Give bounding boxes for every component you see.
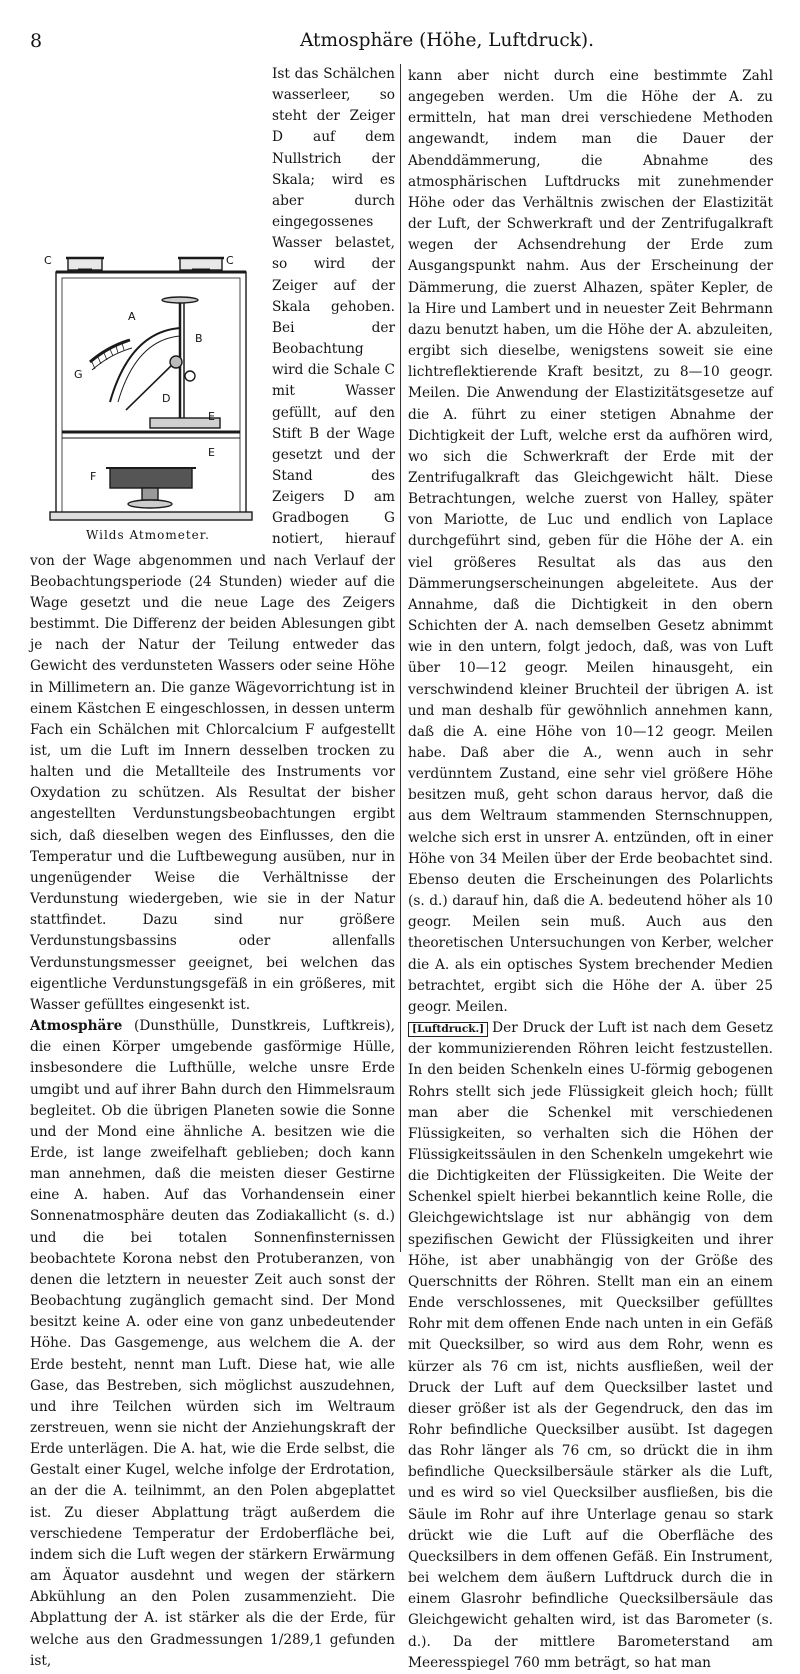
left-paragraph-atmometer: Ist das Schälchen wasserleer, so steht der Zeiger D auf dem Nullstrich der Skala; wird es aber durch eingegossenes Wasser belastet, so wird der Zeiger auf der Skala gehoben. Bei der Beobachtung wird die Schale C mit Wasser gefüllt, auf den Stift B der Wage gesetzt und der Stand des Zeigers D am Gradbogen G notiert, hierauf von der Wage abgenommen und nach Verlauf der Beobachtungsperiode (24 Stunden) wieder auf die Wage gesetzt und die neue Lage des Zeigers bestimmt. Die Differenz der beiden Ablesungen gibt je nach der Natur der Teilung entweder das Gewicht des verdunsteten Wassers oder seine Höhe in Millimetern an. Die ganze Wägevorrichtung ist in einem Kästchen E eingeschlossen, in dessen unterm Fach ein Schälchen mit Chlorcalcium F aufgestellt ist, um die Luft im Innern desselben trocken zu halten und die Metallteile des Instruments vor Oxydation zu schützen. Als Resultat der bisher angestellten Verdunstungsbeobachtungen ergibt sich, daß dieselben wegen des Einflusses, den die Temperatur und die Luftbewegung ausüben, nur in ungenügender Weise die Verhältnisse der Verdunstung wiedergeben, wie sie in der Natur stattfindet. Dazu sind nur größere Verdunstungsbassins oder allenfalls Verdunstungsmesser geeignet, bei welchen das eigentliche Verdunstungsgefäß in ein größeres, mit Wasser gefülltes eingesenkt ist. [30, 66, 395, 1013]
label-g: G [74, 368, 83, 381]
atmometer-illustration [30, 242, 266, 524]
figure-caption: Wilds Atmometer. [86, 528, 210, 542]
right-paragraph-height: kann aber nicht durch eine bestimmte Zahl angegeben werden. Um die Höhe der A. zu ermitteln, hat man drei verschiedene Methoden angewandt, indem man die Dauer der Abenddämmerung, die Abnahme des atmosphärischen Luftdrucks mit zunehmender Höhe oder das Verhältnis zwischen der Elastizität der Luft, der Schwerkraft und der Zentrifugalkraft wegen der Achsendrehung der Erde zum Ausgangspunkt nahm. Aus der Erscheinung der Dämmerung, die zuerst Alhazen, später Kepler, de la Hire und Lambert und in neuester Zeit Behrmann dazu benutzt haben, um die Höhe der A. abzuleiten, ergibt sich dieselbe, wenigstens soweit sie eine lichtreflektierende Kraft besitzt, zu 8—10 geogr. Meilen. Die Anwendung der Elastizitätsgesetze auf die A. führt zu einer stetigen Abnahme der Dichtigkeit der Luft, welche erst da aufhören wird, wo sich die Schwerkraft der Erde mit der Zentrifugalkraft das Gleichgewicht hält. Diese Betrachtungen, welche zuerst von Halley, später von Mariotte, de Luc und endlich von Laplace durchgeführt sind, geben für die Höhe der A. ein viel größeres Resultat als das aus den Dämmerungserscheinungen abgeleitete. Aus der Annahme, daß die Dichtigkeit in den obern Schichten der A. nach demselben Gesetz abnimmt wie in den untern, folgt jedoch, daß, was von Luft über 10—12 geogr. Meilen hinausgeht, ein verschwindend kleiner Bruchteil der übrigen A. ist und man deshalb für gewöhnlich annehmen kann, daß die A. eine Höhe von 10—12 geogr. Meilen habe. Daß aber die A., wenn auch in sehr verdünntem Zustand, eine sehr viel größere Höhe besitzen muß, geht schon daraus hervor, daß die aus dem Weltraum stammenden Sternschnuppen, welche sich erst in unsrer A. entzünden, oft in einer Höhe von 34 Meilen über der Erde beobachtet sind. Ebenso deuten die Erscheinungen des Polarlichts (s. d.) darauf hin, daß die A. bedeutend höher als 10 geogr. Meilen sein muß. Auch aus den theoretischen Untersuchungen von Kerber, welcher die A. als ein optisches System brechender Medien betrachtet, ergibt sich die Höhe der A. über 25 geogr. Meilen. [408, 68, 773, 1015]
left-paragraph-atmosphere [30, 1016, 395, 1672]
label-a: A [128, 310, 136, 323]
label-b: B [195, 332, 203, 345]
atmometer-figure [30, 242, 266, 542]
page-header [30, 28, 774, 56]
label-e-upper: E [208, 410, 215, 423]
entry-term: Atmosphäre [30, 1018, 123, 1035]
label-e-lower: E [208, 446, 215, 459]
label-c-right: C [226, 254, 234, 267]
sidenote-luftdruck: [Luftdruck.] [408, 1022, 488, 1037]
entry-text: (Dunsthülle, Dunstkreis, Luftkreis), die einen Körper umgebende gasförmige Hülle, insbesondere die Lufthülle, welche unsre Erde umgibt und auf ihrer Bahn durch den Himmelsraum begleitet. Ob die übrigen Planeten sowie die Sonne und der Mond eine ähnliche A. besitzen wie die Erde, ist lange zweifelhaft geblieben; doch kann man annehmen, daß die meisten dieser Gestirne eine A. haben. Auf das Vorhandensein einer Sonnenatmosphäre deuten das Zodiakallicht (s. d.) und die bei totalen Sonnenfinsternissen beobachtete Korona nebst den Protuberanzen, von denen die letztern in neuester Zeit auch sonst der Beobachtung zugänglich gemacht sind. Der Mond besitzt keine A. oder eine von ganz unbedeutender Höhe. Das Gasgemenge, aus welchem die A. der Erde besteht, nennt man Luft. Diese hat, wie alle Gase, das Bestreben, sich möglichst auszudehnen, und ihre Teilchen würden sich im Weltraum zerstreuen, wenn sie nicht der Anziehungskraft der Erde unterlägen. Die A. hat, wie die Erde selbst, die Gestalt einer Kugel, welche infolge der Erdrotation, an der die A. teilnimmt, an den Polen abgeplattet ist. Zu dieser Abplattung trägt außerdem die verschiedene Temperatur der Erdoberfläche bei, indem sich die Luft wegen der stärkern Erwärmung am Äquator ausdehnt und wegen der stärkern Abkühlung an den Polen zusammenzieht. Die Abplattung der A. ist stärker als die der Erde, für welche aus den Gradmessungen 1/289,1 gefunden ist, [30, 1018, 395, 1669]
right-paragraph-pressure [408, 1018, 773, 1674]
running-head: Atmosphäre (Höhe, Luftdruck). [300, 30, 594, 51]
right-column [408, 66, 773, 1674]
label-d: D [162, 392, 171, 405]
page-number: 8 [30, 30, 43, 52]
label-c-left: C [44, 254, 52, 267]
label-f: F [90, 470, 97, 483]
column-divider [400, 64, 401, 1252]
pressure-text: Der Druck der Luft ist nach dem Gesetz der kommunizierenden Röhren leicht festzustellen. In den beiden Schenkeln eines U-förmig gebogenen Rohrs stellt sich jede Flüssigkeit gleich hoch; füllt man aber die Schenkel mit verschiedenen Flüssigkeiten, so verhalten sich die Höhen der Flüssigkeitssäulen in den Schenkeln umgekehrt wie die Dichtigkeiten der Flüssigkeiten. Die Weite der Schenkel spielt hierbei bekanntlich keine Rolle, die Gleichgewichtslage ist nur abhängig von dem spezifischen Gewicht der Flüssigkeiten und ihrer Höhe, ist aber unabhängig von der Größe des Querschnitts der Röhren. Stellt man ein an einem Ende verschlossenes, mit Quecksilber gefülltes Rohr mit dem offenen Ende nach unten in ein Gefäß mit Quecksilber, so wird aus dem Rohr, wenn es kürzer als 76 cm ist, nichts ausfließen, weil der Druck der Luft auf dem Quecksilber lastet und dieser größer ist als der Gegendruck, den das im Rohr befindliche Quecksilber ausübt. Ist dagegen das Rohr länger als 76 cm, so drückt die in ihm befindliche Quecksilbersäule stärker als die Luft, und es wird so viel Quecksilber ausfließen, bis die Säule im Rohr auf ihre Unterlage genau so stark drückt wie die Luft auf die Oberfläche des Quecksilbers in dem offenen Gefäß. Ein Instrument, bei welchem dem äußern Luftdruck durch die in einem Glasrohr befindliche Quecksilbersäule das Gleichgewicht gehalten wird, ist das Barometer (s. d.). Da der mittlere Barometerstand am Meeresspiegel 760 mm beträgt, so hat man [408, 1020, 773, 1671]
left-column [30, 64, 395, 1672]
